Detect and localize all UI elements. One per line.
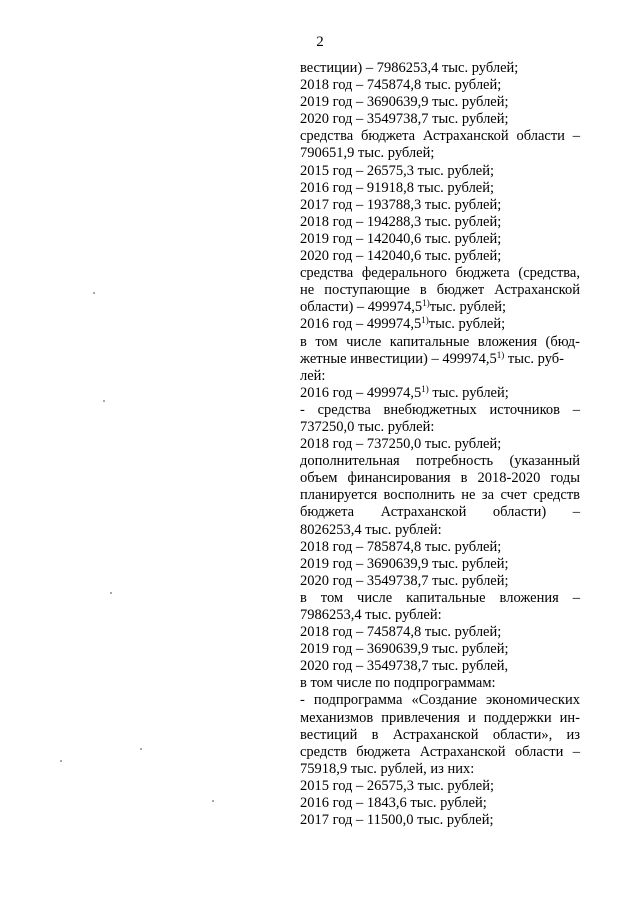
text-line: 8026253,4 тыс. рублей: <box>300 521 442 538</box>
scan-speck <box>93 292 95 294</box>
text-line: в том числе по подпрограммам: <box>300 675 496 692</box>
text-line: 2015 год – 26575,3 тыс. рублей; <box>300 162 495 179</box>
text-line: механизмов привлечения и поддержки ин- <box>300 709 580 726</box>
text-line: 2015 год – 26575,3 тыс. рублей; <box>300 777 495 794</box>
text-line: 2018 год – 745874,8 тыс. рублей; <box>300 77 502 94</box>
text-line: вестиции) – 7986253,4 тыс. рублей; <box>300 60 519 76</box>
scan-speck <box>110 592 112 594</box>
text-line: 2018 год – 785874,8 тыс. рублей; <box>300 538 502 555</box>
text-line: 2017 год – 11500,0 тыс. рублей; <box>300 812 494 829</box>
text-line: - подпрограмма «Создание экономических <box>300 692 580 709</box>
text-line: в том числе капитальные вложения (бюд- <box>300 333 580 350</box>
text-line: 7986253,4 тыс. рублей: <box>300 607 442 623</box>
footnote-marker: 1) <box>422 298 430 309</box>
scan-speck <box>60 760 62 762</box>
scan-speck <box>212 800 214 802</box>
text-line: 2016 год – 499974,5$^{1)}$тыс. рублей; <box>300 315 506 333</box>
footnote-marker: 1) <box>496 349 505 360</box>
text-line: 2017 год – 193788,3 тыс. рублей; <box>300 196 502 213</box>
text-line: 2020 год – 142040,6 тыс. рублей; <box>300 248 502 265</box>
text-line: 2016 год – 499974,5$^{1)}$ тыс. рублей; <box>300 383 509 401</box>
document-body <box>300 60 580 829</box>
text-line: - средства внебюджетных источников – <box>300 401 580 418</box>
text-line: 2019 год – 3690639,9 тыс. рублей; <box>300 641 509 658</box>
text-line: лей: <box>300 367 326 384</box>
text-line: жетные инвестиции) – 499974,5$^{1)}$ тыс. руб- <box>300 349 564 367</box>
text-line: 75918,9 тыс. рублей, из них: <box>300 760 475 777</box>
page-number: 2 <box>316 34 324 50</box>
scan-speck <box>103 400 105 402</box>
text-line: 2016 год – 1843,6 тыс. рублей; <box>300 795 487 812</box>
text-line: бюджета Астраханской области) – <box>300 504 580 521</box>
text-line: средств бюджета Астраханской области – <box>300 743 580 760</box>
text-line: не поступающие в бюджет Астраханской <box>300 282 580 299</box>
text-line: 790651,9 тыс. рублей; <box>300 145 435 162</box>
text-line: дополнительная потребность (указанный <box>300 453 580 470</box>
text-line: средства федерального бюджета (средства, <box>300 265 580 282</box>
text-line: 2019 год – 3690639,9 тыс. рублей; <box>300 94 509 111</box>
text-line: планируется восполнить не за счет средств <box>300 487 580 504</box>
text-line: средства бюджета Астраханской области – <box>300 128 580 145</box>
text-line: 2020 год – 3549738,7 тыс. рублей; <box>300 572 509 589</box>
text-line: области) – 499974,5$^{1)}$тыс. рублей; <box>300 298 507 316</box>
text-line: 2020 год – 3549738,7 тыс. рублей, <box>300 658 509 675</box>
footnote-marker: 1) <box>421 383 429 394</box>
text-line: 2018 год – 737250,0 тыс. рублей; <box>300 436 502 453</box>
footnote-marker: 1) <box>421 315 429 326</box>
text-line: 2019 год – 3690639,9 тыс. рублей; <box>300 555 509 572</box>
scan-speck <box>140 748 142 750</box>
text-line: 2020 год – 3549738,7 тыс. рублей; <box>300 111 509 128</box>
text-line: 2019 год – 142040,6 тыс. рублей; <box>300 230 502 247</box>
text-line: объем финансирования в 2018-2020 годы <box>300 470 580 487</box>
text-line: в том числе капитальные вложения – <box>300 589 580 606</box>
text-line: 2018 год – 194288,3 тыс. рублей; <box>300 213 502 230</box>
text-line: 2016 год – 91918,8 тыс. рублей; <box>300 179 495 196</box>
text-line: вестиций в Астраханской области», из <box>300 726 580 743</box>
text-line: 737250,0 тыс. рублей: <box>300 418 435 435</box>
text-line: 2018 год – 745874,8 тыс. рублей; <box>300 624 502 641</box>
